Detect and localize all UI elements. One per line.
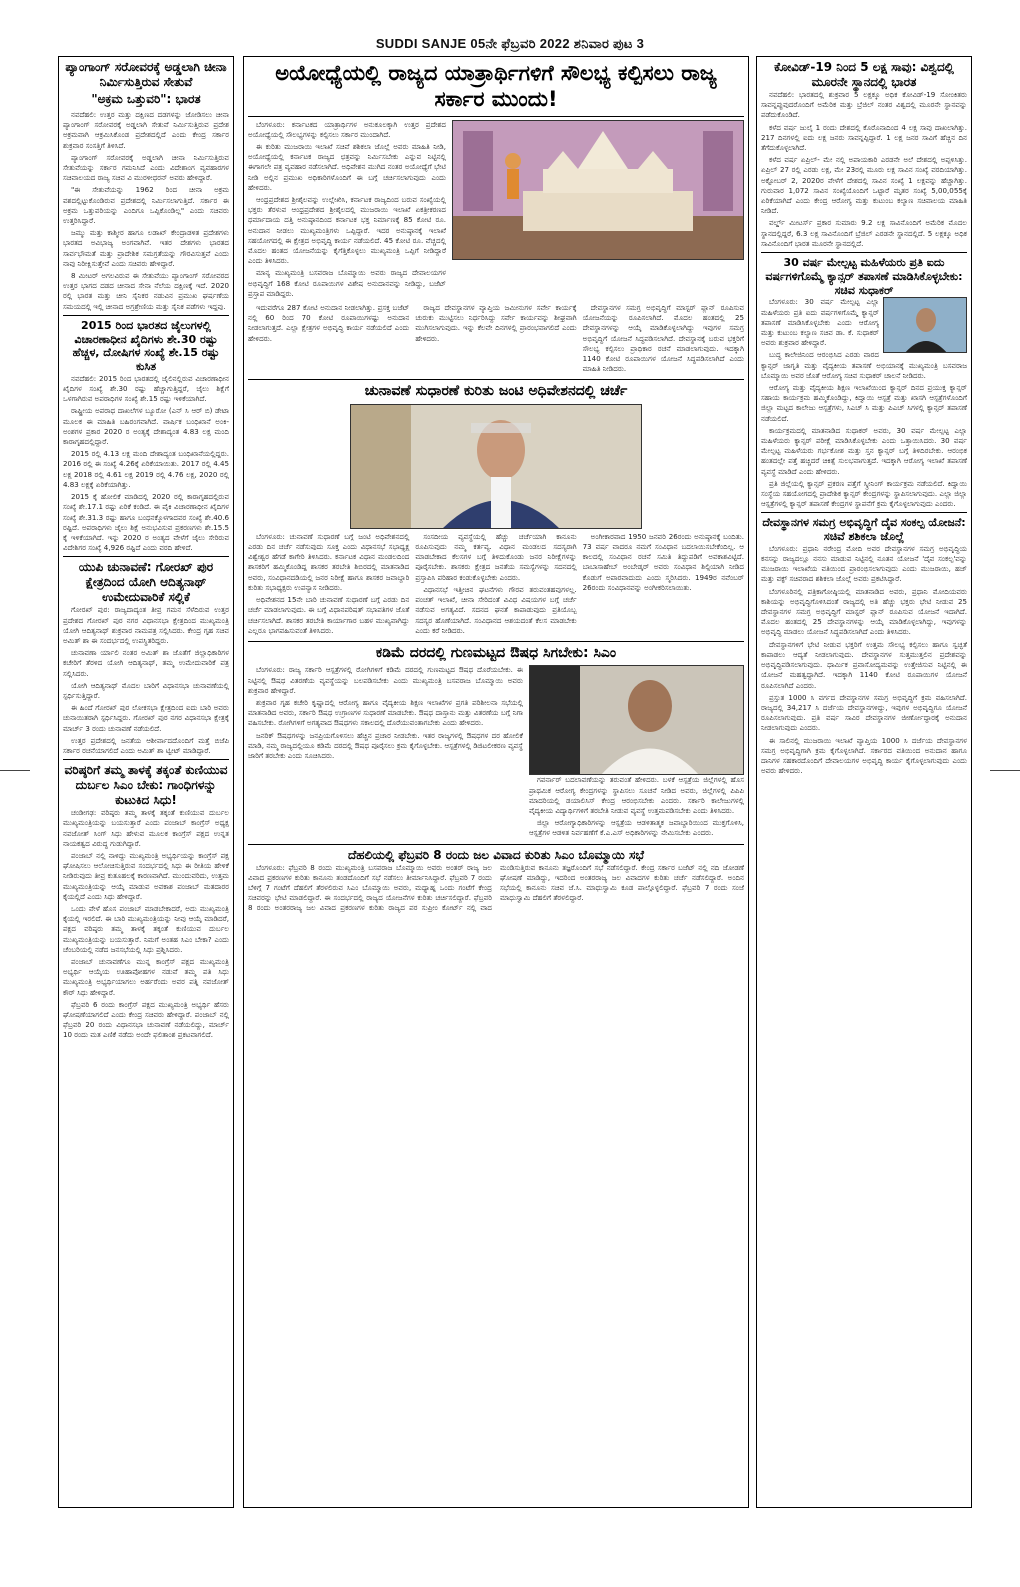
article-paragraph: ಜನರಿಕ್ ಔಷಧಗಳನ್ನು ಜನಪ್ರಿಯಗೊಳಿಸಲು ಹೆಚ್ಚಿನ ಪ್ರಚಾರ ನೀಡಬೇಕು. ಇತರ ರಾಜ್ಯಗಳಲ್ಲಿ ಔಷಧಗಳ ದರ ಹೋಲಿಕೆ ಮಾಡಿ, ನಮ್ಮ ರಾಜ್ಯದಲ್ಲಿಯೂ ಕಡಿಮೆ ದರದಲ್ಲಿ ಔಷಧ ಪೂರೈಸಲು ಕ್ರಮ ಕೈಗೊಳ್ಳಬೇಕು. ಆಸ್ಪತ್ರೆಗಳಲ್ಲಿ ಡಿಜಿಟಲೀಕರಣ ವ್ಯವಸ್ಥೆ ಜಾರಿಗೆ ತರಬೇಕು ಎಂದು ಸೂಚಿಸಿದರು. (248, 730, 523, 761)
chief-minister-illustration (530, 666, 744, 775)
fold-mark-right (990, 770, 1020, 771)
ram-temple-model-photo (452, 120, 744, 260)
temple-illustration (453, 121, 744, 260)
article-paragraph: ಈ ಕುರಿತು ಮುಜರಾಯಿ ಇಲಾಖೆ ಸಚಿವೆ ಶಶಿಕಲಾ ಜೊಲ್ಲೆ ಅವರು ಮಾಹಿತಿ ನೀಡಿ, ಅಯೋಧ್ಯೆಯಲ್ಲಿ ಕರ್ನಾಟಕ ರಾಜ್ಯದ ಛತ್ರವನ್ನು ನಿರ್ಮಿಸಬೇಕು ಎನ್ನುವ ನಿಟ್ಟಿನಲ್ಲಿ ಈಗಾಗಲೇ ಪತ್ರ ವ್ಯವಹಾರ ನಡೆಸಲಾಗಿದೆ. ಅಧಿವೇಶನ ಮುಗಿದ ನಂತರ ಅಯೋಧ್ಯೆಗೆ ಭೇಟಿ ನೀಡಿ ಅಲ್ಲಿನ ಪ್ರಮುಖ ಅಧಿಕಾರಿಗಳೊಂದಿಗೆ ಈ ಬಗ್ಗೆ ಚರ್ಚಿಸಲಾಗುವುದು ಎಂದು ಹೇಳಿದರು. (248, 141, 446, 192)
article-paragraph: ಬೆಂಗಳೂರು: ಫೆಬ್ರವರಿ 8 ರಂದು ಮುಖ್ಯಮಂತ್ರಿ ಬಸವರಾಜ ಬೊಮ್ಮಾಯಿ ಅವರು ಅಂತರ್ ರಾಜ್ಯ ಜಲ ವಿವಾದ ಪ್ರಕರಣಗಳ ಕುರಿತು ಕಾನೂನು ತಂಡದೊಂದಿಗೆ ಸಭೆ ನಡೆಸಲು ತೀರ್ಮಾನಿಸಿದ್ದಾರೆ. ಫೆಬ್ರವರಿ 7 ರಂದು ಬೆಳಿಗ್ಗೆ 7 ಗಂಟೆಗೆ ದೆಹಲಿಗೆ ತೆರಳಲಿರುವ ಸಿಎಂ ಬೊಮ್ಮಾಯಿ ಅವರು, ಮಧ್ಯಾಹ್ನ ಒಂದು ಗಂಟೆಗೆ ಕೇಂದ್ರ ಸಚಿವರನ್ನು ಭೇಟಿ ಮಾಡಲಿದ್ದಾರೆ. ಈ ಸಂದರ್ಭದಲ್ಲಿ ರಾಜ್ಯದ ಯೋಜನೆಗಳ ಕುರಿತು ಚರ್ಚಿಸಲಿದ್ದಾರೆ. ಫೆಬ್ರವರಿ 8 ರಂದು ಅಂತರರಾಜ್ಯ ಜಲ ವಿವಾದ ಪ್ರಕರಣಗಳ ಕುರಿತು ರಾಜ್ಯದ ಪರ ಸುಪ್ರೀಂ ಕೋರ್ಟ್ ನಲ್ಲಿ ವಾದ ಮಂಡಿಸುತ್ತಿರುವ ಕಾನೂನು ತಜ್ಞರೊಂದಿಗೆ ಸಭೆ ನಡೆಸಲಿದ್ದಾರೆ. ಕೇಂದ್ರ ಸರ್ಕಾರ ಬಜೆಟ್ ನಲ್ಲಿ ನದಿ ಜೋಡಣೆ ಘೋಷಣೆ ಮಾಡಿದ್ದು, ಇದರಿಂದ ಅಂತರರಾಜ್ಯ ಜಲ ವಿವಾದಗಳ ಕುರಿತು ಚರ್ಚೆ ನಡೆಸಲಿದ್ದಾರೆ. ಅಂದಿನ ಸಭೆಯಲ್ಲಿ ಕಾನೂನು ಸಚಿವ ಜೆ.ಸಿ. ಮಾಧುಸ್ವಾಮಿ ಕೂಡ ಪಾಲ್ಗೊಳ್ಳಲಿದ್ದಾರೆ. ಫೆಬ್ರವರಿ 7 ರಂದು ಸಂಜೆ ಮಾಧುಸ್ವಾಮಿ ದೆಹಲಿಗೆ ತೆರಳಲಿದ್ದಾರೆ. (248, 862, 744, 913)
article-paragraph: ಸಂಸದೀಯ ವ್ಯವಸ್ಥೆಯಲ್ಲಿ ಹೆಚ್ಚು ಚರ್ಚೆಯಾಗಿ ಕಾನೂನು ರೂಪಿಸುವುದು ನಮ್ಮ ಕರ್ತವ್ಯ. ವಿಧಾನ ಮಂಡಲದ ಸದಸ್ಯರಾಗಿ ಮಾಡಬೇಕಾದ ಕೆಲಸಗಳ ಬಗ್ಗೆ ತಿಳಿದುಕೊಂಡು ಜನರ ನಿರೀಕ್ಷೆಗಳನ್ನು ಪೂರೈಸಬೇಕು. ಶಾಸಕರು ಕ್ಷೇತ್ರದ ಜನತೆಯ ಸಮಸ್ಯೆಗಳನ್ನು ಸದನದಲ್ಲಿ ಪ್ರಸ್ತಾಪಿಸಿ ಪರಿಹಾರ ಕಂಡುಕೊಳ್ಳಬೇಕು ಎಂದರು. (415, 531, 577, 582)
minister-illustration (884, 298, 967, 353)
article-paragraph: ರಾಷ್ಟ್ರೀಯ ಅಪರಾಧ ದಾಖಲೆಗಳ ಬ್ಯೂರೋ (ಎನ್ ಸಿ ಆರ್ ಬಿ) ಡೇಟಾ ಮೂಲಕ ಈ ಮಾಹಿತಿ ಬಹಿರಂಗವಾಗಿದೆ. ವಾರ್ಷಿಕ ಬಂಧಿಖಾನೆ ಅಂಕಿ-ಅಂಶಗಳ ಪ್ರಕಾರ 2020 ರ ಅಂತ್ಯಕ್ಕೆ ದೇಶಾದ್ಯಂತ 4.83 ಲಕ್ಷ ಮಂದಿ ಕಾರಾಗೃಹದಲ್ಲಿದ್ದಾರೆ. (63, 406, 229, 447)
divider (248, 641, 744, 642)
headline-election-reform: ಚುನಾವಣೆ ಸುಧಾರಣೆ ಕುರಿತು ಜಂಟಿ ಅಧಿವೇಶನದಲ್ಲಿ ಚರ್ಚೆ (364, 383, 628, 400)
article-paragraph: ದೇವಸ್ಥಾನಗಳ ಸಮಗ್ರ ಅಭಿವೃದ್ಧಿಗೆ ಮಾಸ್ಟರ್ ಪ್ಲಾನ್ ರೂಪಿಸುವ ಯೋಜನೆಯನ್ನು ರೂಪಿಸಲಾಗಿದೆ. ಮೊದಲ ಹಂತದಲ್ಲಿ 25 ದೇವಸ್ಥಾನಗಳನ್ನು ಆಯ್ಕೆ ಮಾಡಿಕೊಳ್ಳಲಾಗಿದ್ದು ಇವುಗಳ ಸಮಗ್ರ ಅಭಿವೃದ್ಧಿಗೆ ಯೋಜನೆ ಸಿದ್ಧಪಡಿಸಲಾಗಿದೆ. ದೇವಸ್ಥಾನಕ್ಕೆ ಬರುವ ಭಕ್ತರಿಗೆ ಸೌಲಭ್ಯ ಕಲ್ಪಿಸಲು ಪ್ರಾಧಿಕಾರ ರಚನೆ ಮಾಡಲಾಗುವುದು. ಇದಕ್ಕಾಗಿ 1140 ಕೋಟಿ ರೂಪಾಯಿಗಳ ಯೋಜನೆ ಸಿದ್ಧಪಡಿಸಲಾಗಿದೆ ಎಂದು ಮಾಹಿತಿ ನೀಡಿದರು. (582, 302, 744, 374)
article-paragraph: ಯೋಗಿ ಆದಿತ್ಯನಾಥ್ ಮೊದಲ ಬಾರಿಗೆ ವಿಧಾನಸಭಾ ಚುನಾವಣೆಯಲ್ಲಿ ಸ್ಪರ್ಧಿಸುತ್ತಿದ್ದಾರೆ. (63, 680, 229, 700)
article-paragraph: ಜಮ್ಮು ಮತ್ತು ಕಾಶ್ಮೀರ ಹಾಗೂ ಲಡಾಖ್ ಕೇಂದ್ರಾಡಳಿತ ಪ್ರದೇಶಗಳು ಭಾರತದ ಅವಿಭಾಜ್ಯ ಅಂಗವಾಗಿವೆ. ಇತರ ದೇಶಗಳು ಭಾರತದ ಸಾರ್ವಭೌಮತೆ ಮತ್ತು ಪ್ರಾದೇಶಿಕ ಸಮಗ್ರತೆಯನ್ನು ಗೌರವಿಸುತ್ತವೆ ಎಂದು ನಾವು ನಿರೀಕ್ಷಿಸುತ್ತೇವೆ ಎಂದು ಸಚಿವರು ಹೇಳಿದ್ದಾರೆ. (63, 228, 229, 268)
article-paragraph: ಉತ್ತರ ಪ್ರದೇಶದಲ್ಲಿ ಜನತೆಯ ಆಶೀರ್ವಾದದೊಂದಿಗೆ ಮತ್ತೆ ಬಿಜೆಪಿ ಸರ್ಕಾರ ರಚನೆಯಾಗಲಿದೆ ಎಂದು ಅಮಿತ್ ಶಾ ಟ್ವೀಟ್ ಮಾಡಿದ್ದಾರೆ. (63, 735, 229, 755)
article-paragraph: ಗೋರಖ್ ಪುರ: ರಾಜ್ಯದಾದ್ಯಂತ ತೀವ್ರ ಗಮನ ಸೆಳೆದಿರುವ ಉತ್ತರ ಪ್ರದೇಶದ ಗೋರಖ್ ಪುರ ನಗರ ವಿಧಾನಸಭಾ ಕ್ಷೇತ್ರದಿಂದ ಮುಖ್ಯಮಂತ್ರಿ ಯೋಗಿ ಆದಿತ್ಯನಾಥ್ ಶುಕ್ರವಾರ ನಾಮಪತ್ರ ಸಲ್ಲಿಸಿದರು. ಕೇಂದ್ರ ಗೃಹ ಸಚಿವ ಅಮಿತ್ ಶಾ ಈ ಸಂದರ್ಭದಲ್ಲಿ ಉಪಸ್ಥಿತರಿದ್ದರು. (63, 605, 229, 645)
middle-column (243, 56, 749, 1508)
article-paragraph: ಬೆಂಗಳೂರು: ಕರ್ನಾಟಕದ ಯಾತ್ರಾರ್ಥಿಗಳ ಅನುಕೂಲಕ್ಕಾಗಿ ಉತ್ತರ ಪ್ರದೇಶದ ಅಯೋಧ್ಯೆಯಲ್ಲಿ ಸೌಲಭ್ಯಗಳನ್ನು ಕಲ್ಪಿಸಲು ಸರ್ಕಾರ ಮುಂದಾಗಿದೆ. (248, 119, 446, 139)
headline-water-dispute: ದೆಹಲಿಯಲ್ಲಿ ಫೆಬ್ರವರಿ 8 ರಂದು ಜಲ ವಿವಾದ ಕುರಿತು ಸಿಎಂ ಬೊಮ್ಮಾಯಿ ಸಭೆ (347, 847, 645, 862)
article-paragraph: ಒಂದು ವೇಳೆ ಹೊಸ ಪಂಜಾಬ್ ಮಾಡಬೇಕಾದರೆ, ಅದು ಮುಖ್ಯಮಂತ್ರಿ ಕೈಯಲ್ಲಿ ಇರಲಿದೆ. ಈ ಬಾರಿ ಮುಖ್ಯಮಂತ್ರಿಯನ್ನು ನೀವು ಆಯ್ಕೆ ಮಾಡಿದರೆ, ಪಕ್ಷದ ವರಿಷ್ಠರು ತಮ್ಮ ತಾಳಕ್ಕೆ ತಕ್ಕಂತೆ ಕುಣಿಯುವ ದುರ್ಬಲ ಮುಖ್ಯಮಂತ್ರಿಯನ್ನು ಬಯಸುತ್ತಾರೆ. ನಿಮಗೆ ಅಂತಹ ಸಿಎಂ ಬೇಕಾ? ಎಂದು ಚೆಂಬರಿಯಲ್ಲಿ ನಡೆದ ಜನಸಭೆಯಲ್ಲಿ ಸಿಧು ಪ್ರಶ್ನಿಸಿದರು. (63, 903, 229, 954)
article-paragraph: ವರ್ಲ್ಡ್ ಮೀಟರ್ಸ್ ಪ್ರಕಾರ ಸುಮಾರು 9.2 ಲಕ್ಷ ಸಾವಿನೊಂದಿಗೆ ಅಮೆರಿಕ ಮೊದಲ ಸ್ಥಾನದಲ್ಲಿದ್ದರೆ, 6.3 ಲಕ್ಷ ಸಾವಿನೊಂದಿಗೆ ಬ್ರೆಜಿಲ್ ಎರಡನೇ ಸ್ಥಾನದಲ್ಲಿದೆ. 5 ಲಕ್ಷಕ್ಕೂ ಅಧಿಕ ಸಾವಿನೊಂದಿಗೆ ಭಾರತ ಮೂರನೇ ಸ್ಥಾನದಲ್ಲಿದೆ. (761, 218, 967, 248)
divider (761, 512, 967, 513)
headline-temples: ದೇವಸ್ಥಾನಗಳ ಸಮಗ್ರ ಅಭಿವೃದ್ಧಿಗೆ ದೈವ ಸಂಕಲ್ಪ ಯೋಜನೆ: ಸಚಿವೆ ಶಶಿಕಲಾ ಜೊಲ್ಲೆ (762, 516, 966, 544)
article-paragraph: 2015 ಕ್ಕೆ ಹೋಲಿಕೆ ಮಾಡಿದಲ್ಲಿ 2020 ರಲ್ಲಿ ಕಾರಾಗೃಹದಲ್ಲಿರುವ ಸಂಖ್ಯೆ ಶೇ.17.1 ರಷ್ಟು ಏರಿಕೆ ಕಂಡಿದೆ. ಈ ಪೈಕಿ ವಿಚಾರಣಾಧೀನ ಖೈದಿಗಳ ಸಂಖ್ಯೆ ಶೇ.31.3 ರಷ್ಟು ಹಾಗೂ ಬಂಧನಕ್ಕೊಳಗಾದವರ ಸಂಖ್ಯೆ ಶೇ.40.6 ರಷ್ಟಿದೆ. ಅಪರಾಧಿಗಳು ಜೈಲು ಶಿಕ್ಷೆ ಅನುಭವಿಸುವ ಪ್ರಕರಣಗಳು ಶೇ.15.5 ಕ್ಕೆ ಇಳಿಕೆಯಾಗಿದೆ. ಇನ್ನು 2020 ರ ಅಂತ್ಯದ ವೇಳೆಗೆ ಜೈಲು ಸೇರಿರುವ ವಿದೇಶಿಗರ ಸಂಖ್ಯೆ 4,926 ರಷ್ಟಿದೆ ಎಂದು ವರದಿ ಹೇಳಿದೆ. (63, 492, 229, 553)
article-paragraph: ಜಿಲ್ಲಾ ಆರೋಗ್ಯಾಧಿಕಾರಿಗಳನ್ನು ಆಸ್ಪತ್ರೆಯ ಆಡಳಿತಾತ್ಮಕ ಜವಾಬ್ದಾರಿಯಿಂದ ಮುಕ್ತಗೊಳಿಸಿ, ಆಸ್ಪತ್ರೆಗಳ ಆಡಳಿತ ನಿರ್ವಹಣೆಗೆ ಕೆ.ಎ.ಎಸ್ ಅಧಿಕಾರಿಗಳನ್ನು ನೇಮಿಸಬೇಕು ಎಂದರು. (529, 818, 744, 838)
lead-headline: ಅಯೋಧ್ಯೆಯಲ್ಲಿ ರಾಜ್ಯದ ಯಾತ್ರಾರ್ಥಿಗಳಿಗೆ ಸೌಲಭ್ಯ ಕಲ್ಪಿಸಲು ರಾಜ್ಯ ಸರ್ಕಾರ ಮುಂದು! (275, 61, 717, 112)
article-paragraph: 8 ಮೀಟರ್ ಅಗಲವಿರುವ ಈ ಸೇತುವೆಯು ಪ್ಯಾಂಗಾಂಗ್ ಸರೋವರದ ಉತ್ತರ ಭಾಗದ ದಡದ ಚೀನಾದ ಸೇನಾ ನೆಲೆಯ ದಕ್ಷಿಣಕ್ಕೆ ಇದೆ. 2020 ರಲ್ಲಿ ಭಾರತ ಮತ್ತು ಚೀನಿ ಸೈನಿಕರ ನಡುವಿನ ಪ್ರಮುಖ ಘರ್ಷಣೆಯ ಸಮಯದಲ್ಲಿ ಇಲ್ಲಿ ಚೀನಾದ ಅಗ್ರಶ್ರೇಣಿಯ ಮತ್ತು ಸೈನಿಕ ಪಡೆಗಳು ಇದ್ದವು. (63, 271, 229, 311)
article-paragraph: ಆಂಧ್ರಪ್ರದೇಶದ ಶ್ರೀಶೈಲವನ್ನು ಉಲ್ಲೇಖಿಸಿ, ಕರ್ನಾಟಕ ರಾಜ್ಯದಿಂದ ಬರುವ ಸಂಖ್ಯೆಯಲ್ಲಿ ಭಕ್ತರು ತೆರಳುವ ಆಂಧ್ರಪ್ರದೇಶದ ಶ್ರೀಶೈಲದಲ್ಲಿ ಮುಜರಾಯಿ ಇಲಾಖೆ ಏಕತ್ರೀಕರಣದ ಧರ್ಮಾದಾಯ ದತ್ತಿ ಅನುಷ್ಠಾನದಿಂದ ಕರ್ನಾಟಕ ಭಕ್ತ ನಿರ್ಮಾಣಕ್ಕೆ 85 ಕೋಟಿ ರೂ. ಅನುದಾನ ನೀಡಲು ಮುಖ್ಯಮಂತ್ರಿಗಳು ಒಪ್ಪಿದ್ದಾರೆ. ಇದರ ಅನುಷ್ಠಾನಕ್ಕೆ ಇಲಾಖೆ ಸಹಯೋಗದಲ್ಲಿ ಈ ಕ್ಷೇತ್ರದ ಅಭಿವೃದ್ಧಿ ಕಾರ್ಯ ನಡೆಯಲಿದೆ. 45 ಕೋಟಿ ರೂ. ವೆಚ್ಚದಲ್ಲಿ ಮೊದಲ ಹಂತದ ಯೋಜನೆಯನ್ನು ಕೈಗೆತ್ತಿಕೊಳ್ಳಲು ಮುಖ್ಯಮಂತ್ರಿ ಒಪ್ಪಿಗೆ ನೀಡಿದ್ದಾರೆ ಎಂದು ತಿಳಿಸಿದರು. (248, 194, 446, 266)
divider (248, 379, 744, 380)
article-paragraph: ಪ್ರತಿ ಜಿಲ್ಲೆಯಲ್ಲಿ ಕ್ಯಾನ್ಸರ್ ಪ್ರಕರಣ ಪತ್ತೆಗೆ ಸ್ಕ್ರೀನಿಂಗ್ ಕಾರ್ಯಕ್ರಮ ನಡೆಯಲಿದೆ. ಕಿದ್ವಾಯಿ ಸಂಸ್ಥೆಯ ಸಹಯೋಗದಲ್ಲಿ ಪ್ರಾದೇಶಿಕ ಕ್ಯಾನ್ಸರ್ ಕೇಂದ್ರಗಳನ್ನು ಸ್ಥಾಪಿಸಲಾಗುವುದು. ಎಲ್ಲಾ ಜಿಲ್ಲಾ ಆಸ್ಪತ್ರೆಗಳಲ್ಲಿ ಕ್ಯಾನ್ಸರ್ ತಪಾಸಣೆ ಕೇಂದ್ರಗಳ ಸ್ಥಾಪನೆಗೆ ಕ್ರಮ ಕೈಗೊಳ್ಳಲಾಗುವುದು ಎಂದರು. (761, 478, 967, 509)
headline-yogi: ಯುಪಿ ಚುನಾವಣೆ: ಗೋರಖ್ ಪುರ ಕ್ಷೇತ್ರದಿಂದ ಯೋಗಿ ಆದಿತ್ಯನಾಥ್ ಉಮೇದುವಾರಿಕೆ ಸಲ್ಲಿಕೆ (78, 560, 214, 605)
right-column (756, 56, 972, 1508)
article-paragraph: ನವದೆಹಲಿ: 2015 ರಿಂದ ಭಾರತದಲ್ಲಿ ಜೈಲಿನಲ್ಲಿರುವ ವಿಚಾರಣಾಧೀನ ಖೈದಿಗಳ ಸಂಖ್ಯೆ ಶೇ.30 ರಷ್ಟು ಹೆಚ್ಚಾಗುತ್ತಿದ್ದರೆ, ಜೈಲು ಶಿಕ್ಷೆಗೆ ಒಳಗಾಗಿರುವ ಅಪರಾಧಿಗಳ ಸಂಖ್ಯೆ ಶೇ.15 ರಷ್ಟು ಇಳಿಕೆಯಾಗಿದೆ. (63, 373, 229, 404)
divider (761, 252, 967, 253)
article-paragraph: ಪಂಜಾಬ್ ನಲ್ಲಿ ನಾಳಿದ್ದು ಮುಖ್ಯಮಂತ್ರಿ ಅಭ್ಯರ್ಥಿಯನ್ನು ಕಾಂಗ್ರೆಸ್ ಪಕ್ಷ ಘೋಷಿಸಲು ಆಲೋಚಿಸುತ್ತಿರುವ ಸಂದರ್ಭದಲ್ಲಿ ಸಿಧು ಈ ರೀತಿಯ ಹೇಳಿಕೆ ನೀಡಿರುವುದು ತೀವ್ರ ಕುತೂಹಲಕ್ಕೆ ಕಾರಣವಾಗಿದೆ. ಮುಂದುವರಿದು, ಉತ್ತಮ ಮುಖ್ಯಮಂತ್ರಿಯನ್ನು ಆಯ್ಕೆ ಮಾಡುವ ಅವಕಾಶ ಪಂಜಾಬ್ ಮತದಾರರ ಕೈಯಲ್ಲಿದೆ ಎಂದು ಸಿಧು ಹೇಳಿದ್ದಾರೆ. (63, 850, 229, 901)
article-paragraph: ಚಂಡೀಗಢ: ವರಿಷ್ಠರು ತಮ್ಮ ತಾಳಕ್ಕೆ ತಕ್ಕಂತೆ ಕುಣಿಯುವ ದುರ್ಬಲ ಮುಖ್ಯಮಂತ್ರಿಯನ್ನು ಬಯಸುತ್ತಾರೆ ಎಂದು ಪಂಜಾಬ್ ಕಾಂಗ್ರೆಸ್ ಅಧ್ಯಕ್ಷ ನವಜೋತ್ ಸಿಂಗ್ ಸಿಧು ಹೇಳುವ ಮೂಲಕ ಕಾಂಗ್ರೆಸ್ ಪಕ್ಷದ ಉನ್ನತ ನಾಯಕತ್ವದ ವಿರುದ್ಧ ಗುಡುಗಿದ್ದಾರೆ. (63, 808, 229, 848)
article-paragraph: ಕಳೆದ ವರ್ಷ ಏಪ್ರಿಲ್- ಮೇ ನಲ್ಲಿ ಅಪಾಯಕಾರಿ ಎರಡನೇ ಅಲೆ ದೇಶದಲ್ಲಿ ಅಪ್ಪಳಿಸಿತ್ತು. ಏಪ್ರಿಲ್ 27 ರಲ್ಲಿ ಎರಡು ಲಕ್ಷ, ಮೇ 23ರಲ್ಲಿ ಮೂರು ಲಕ್ಷ ಸಾವಿನ ಸಂಖ್ಯೆ ವರದಿಯಾಗಿತ್ತು. ಅಕ್ಟೋಬರ್ 2, 2020ರ ವೇಳೆಗೆ ದೇಶದಲ್ಲಿ ಸಾವಿನ ಸಂಖ್ಯೆ 1 ಲಕ್ಷವನ್ನು ಹೆಚ್ಚಾಗಿತ್ತು. ಗುರುವಾರ 1,072 ಸಾವಿನ ಸಂಖ್ಯೆಯೊಂದಿಗೆ ಒಟ್ಟಾರೆ ಮೃತರ ಸಂಖ್ಯೆ 5,00,055ಕ್ಕೆ ಏರಿಕೆಯಾಗಿದೆ ಎಂದು ಕೇಂದ್ರ ಆರೋಗ್ಯ ಮತ್ತು ಕುಟುಂಬ ಕಲ್ಯಾಣ ಸಚಿವಾಲಯ ಮಾಹಿತಿ ನೀಡಿದೆ. (761, 155, 967, 216)
headline-covid: ಕೋವಿಡ್-19 ನಿಂದ 5 ಲಕ್ಷ ಸಾವು: ವಿಶ್ವದಲ್ಲಿ ಮೂರನೇ ಸ್ಥಾನದಲ್ಲಿ ಭಾರತ (774, 60, 954, 89)
chief-minister-photo (529, 665, 744, 775)
speaker-illustration (351, 405, 642, 529)
article-paragraph: ಫೆಬ್ರವರಿ 6 ರಂದು ಕಾಂಗ್ರೆಸ್ ಪಕ್ಷದ ಮುಖ್ಯಮಂತ್ರಿ ಅಭ್ಯರ್ಥಿ ಹೆಸರು ಘೋಷಣೆಯಾಗಲಿದೆ ಎಂದು ಕೇಂದ್ರ ಸಚಿವರು ಹೇಳಿದ್ದಾರೆ. ಪಂಜಾಬ್ ನಲ್ಲಿ ಫೆಬ್ರವರಿ 20 ರಂದು ವಿಧಾನಸಭಾ ಚುನಾವಣೆ ನಡೆಯಲಿದ್ದು, ಮಾರ್ಚ್ 10 ರಂದು ಮತ ಎಣಿಕೆ ನಡೆದು ಅಂದೇ ಫಲಿತಾಂಶ ಪ್ರಕಟವಾಗಲಿದೆ. (63, 999, 229, 1040)
article-paragraph: ಪ್ರಸ್ತುತ 1000 ಸಿ ವರ್ಗದ ದೇವಸ್ಥಾನಗಳ ಸಮಗ್ರ ಅಭಿವೃದ್ಧಿಗೆ ಕ್ರಮ ವಹಿಸಲಾಗಿದೆ. ರಾಜ್ಯದಲ್ಲಿ 34,217 ಸಿ ದರ್ಜೆಯ ದೇವಸ್ಥಾನಗಳಿದ್ದು, ಇವುಗಳ ಅಭಿವೃದ್ಧಿಗೂ ಯೋಜನೆ ರೂಪಿಸಲಾಗುವುದು. ಪ್ರತಿ ವರ್ಷ ಸಾವಿರ ದೇವಸ್ಥಾನಗಳ ಜೀರ್ಣೋದ್ಧಾರಕ್ಕೆ ಅನುದಾನ ನೀಡಲಾಗುವುದು ಎಂದರು. (761, 692, 967, 733)
article-paragraph: ಬೆಂಗಳೂರು: ಚುನಾವಣೆ ಸುಧಾರಣೆ ಬಗ್ಗೆ ಜಂಟಿ ಅಧಿವೇಶನದಲ್ಲಿ ಎರಡು ದಿನ ಚರ್ಚೆ ನಡೆಸುವುದು ಸೂಕ್ತ ಎಂದು ವಿಧಾನಸಭೆ ಸಭಾಧ್ಯಕ್ಷ ವಿಶ್ವೇಶ್ವರ ಹೆಗಡೆ ಕಾಗೇರಿ ತಿಳಿಸಿದರು. ಕರ್ನಾಟಕ ವಿಧಾನ ಮಂಡಲದಿಂದ ಶಾಸಕರಿಗೆ ಹಮ್ಮಿಕೊಂಡಿದ್ದ ಶಾಸಕರ ತರಬೇತಿ ಶಿಬಿರದಲ್ಲಿ ಮಾತನಾಡಿದ ಅವರು, ಸಂವಿಧಾನದಡಿಯಲ್ಲಿ ಜನರ ನಿರೀಕ್ಷೆ ಹಾಗೂ ಶಾಸಕರ ಜವಾಬ್ದಾರಿ ಕುರಿತು ಸಭಾಧ್ಯಕ್ಷರು ಉಪನ್ಯಾಸ ನೀಡಿದರು. (248, 531, 410, 592)
headline-pangong: ಪ್ಯಾಂಗಾಂಗ್ ಸರೋವರಕ್ಕೆ ಅಡ್ಡಲಾಗಿ ಚೀನಾ ನಿರ್ಮಿಸುತ್ತಿರುವ ಸೇತುವೆ (65, 60, 227, 89)
article-paragraph: ಮಾನ್ಯ ಮುಖ್ಯಮಂತ್ರಿ ಬಸವರಾಜ ಬೊಮ್ಮಾಯಿ ಅವರು ರಾಜ್ಯದ ದೇವಾಲಯಗಳ ಅಭಿವೃದ್ಧಿಗೆ 168 ಕೋಟಿ ರೂಪಾಯಿಗಳ ವಿಶೇಷ ಅನುದಾನವನ್ನು ನೀಡಿದ್ದು, ಬಜೆಟ್ ಪ್ರಸ್ತಾಪ ಮಾಡಿದ್ದರು. (248, 268, 446, 298)
minister-photo (883, 297, 967, 353)
article-paragraph: ನವದೆಹಲಿ: ಉತ್ತರ ಮತ್ತು ದಕ್ಷಿಣದ ದಡಗಳನ್ನು ಜೋಡಿಸಲು ಚೀನಾ ಪ್ಯಾಂಗಾಂಗ್ ಸರೋವರಕ್ಕೆ ಅಡ್ಡಲಾಗಿ ಸೇತುವೆ ನಿರ್ಮಿಸುತ್ತಿರುವ ಪ್ರದೇಶ ಅಕ್ರಮವಾಗಿ ಆಕ್ರಮಿಸಿಕೊಂಡ ಪ್ರದೇಶದಲ್ಲಿದೆ ಎಂದು ಕೇಂದ್ರ ಸರ್ಕಾರ ಶುಕ್ರವಾರ ಸಂಸತ್ತಿಗೆ ತಿಳಿಸಿದೆ. (63, 110, 229, 150)
masthead: SUDDI SANJE 05ನೇ ಫೆಬ್ರವರಿ 2022 ಶನಿವಾರ ಪುಟ 3 (375, 36, 645, 51)
article-paragraph: ಶುಕ್ರವಾರ ಗೃಹ ಕಚೇರಿ ಕೃಷ್ಣಾದಲ್ಲಿ ಆರೋಗ್ಯ ಹಾಗೂ ವೈದ್ಯಕೀಯ ಶಿಕ್ಷಣ ಇಲಾಖೆಗಳ ಪ್ರಗತಿ ಪರಿಶೀಲನಾ ಸಭೆಯಲ್ಲಿ ಮಾತನಾಡಿದ ಅವರು, ಸರ್ಕಾರಿ ಔಷಧ ಉಗ್ರಾಣಗಳ ಸುಧಾರಣೆ ಮಾಡಬೇಕು. ಔಷಧ ದಾಸ್ತಾನು ಮತ್ತು ವಿತರಣೆಯ ಬಗ್ಗೆ ನಿಗಾ ವಹಿಸಬೇಕು. ರೋಗಿಗಳಿಗೆ ಅಗತ್ಯವಾದ ಔಷಧಗಳು ಸಕಾಲದಲ್ಲಿ ದೊರೆಯುವಂತಾಗಬೇಕು ಎಂದು ಹೇಳಿದರು. (248, 698, 523, 728)
article-paragraph: ಬೆಂಗಳೂರು: ರಾಜ್ಯ ಸರ್ಕಾರಿ ಆಸ್ಪತ್ರೆಗಳಲ್ಲಿ ರೋಗಿಗಳಿಗೆ ಕಡಿಮೆ ದರದಲ್ಲಿ ಗುಣಮಟ್ಟದ ಔಷಧ ದೊರೆಯಬೇಕು. ಈ ನಿಟ್ಟಿನಲ್ಲಿ ಔಷಧ ವಿತರಣೆಯ ವ್ಯವಸ್ಥೆಯನ್ನು ಬಲಪಡಿಸಬೇಕು ಎಂದು ಮುಖ್ಯಮಂತ್ರಿ ಬಸವರಾಜ ಬೊಮ್ಮಾಯಿ ಅವರು ಶುಕ್ರವಾರ ಹೇಳಿದ್ದಾರೆ. (248, 665, 523, 695)
article-paragraph: ವಿಧಾನಸಭೆ ಇತ್ತೀಚಿನ ಘಟನೆಗಳು ಗೌರವ ತರುವಂತಹವುಗಳಲ್ಲ. ಪಂಚತ್ ಇಲಾಖೆ, ಚೀನಾ ಸೇರಿದಂತೆ ವಿವಿಧ ವಿಷಯಗಳ ಬಗ್ಗೆ ಚರ್ಚೆ ನಡೆಸುವ ಅಗತ್ಯವಿದೆ. ಸದನದ ಘನತೆ ಕಾಪಾಡುವುದು ಪ್ರತಿಯೊಬ್ಬ ಸದಸ್ಯರ ಹೊಣೆಯಾಗಿದೆ. ಸಂವಿಧಾನದ ಆಶಯದಂತೆ ಕೆಲಸ ಮಾಡಬೇಕು ಎಂದು ಕರೆ ನೀಡಿದರು. (415, 584, 577, 635)
article-paragraph: ರಾಜ್ಯದ ದೇವಸ್ಥಾನಗಳ ವ್ಯಾಪ್ತಿಯ ಜಮೀನುಗಳ ಸರ್ವೇ ಕಾರ್ಯಕ್ಕೆ ಚುರುಕು ಮುಟ್ಟಿಸಲು ನಿರ್ಧರಿಸಿದ್ದು ಸರ್ವೇ ಕಾರ್ಯವನ್ನು ಶೀಘ್ರವಾಗಿ ಮುಗಿಸಲಾಗುವುದು. ಇನ್ನು ಕೆಲವೇ ದಿನಗಳಲ್ಲಿ ಪ್ರಾರಂಭವಾಗಲಿದೆ ಎಂದು ಹೇಳಿದರು. (415, 302, 577, 343)
article-paragraph: ಇದುವರೆಗೂ 287 ಕೋಟಿ ಅನುದಾನ ನೀಡಲಾಗಿತ್ತು. ಪ್ರಸಕ್ತ ಬಜೆಟ್ ನಲ್ಲಿ 60 ರಿಂದ 70 ಕೋಟಿ ರೂಪಾಯಿಗಳಷ್ಟು ಅನುದಾನ ನೀಡಲಾಗುತ್ತದೆ. ಎಲ್ಲಾ ಕ್ಷೇತ್ರಗಳ ಅಭಿವೃದ್ಧಿ ಕಾರ್ಯ ನಡೆಯಲಿದೆ ಎಂದು ಹೇಳಿದರು. (248, 302, 410, 343)
article-paragraph: 2015 ರಲ್ಲಿ 4.13 ಲಕ್ಷ ಮಂದಿ ದೇಶಾದ್ಯಂತ ಬಂಧಿಖಾನೆಯಲ್ಲಿದ್ದರು. 2016 ರಲ್ಲಿ ಈ ಸಂಖ್ಯೆ 4.26ಕ್ಕೆ ಏರಿಕೆಯಾಯಿತು. 2017 ರಲ್ಲಿ 4.45 ಲಕ್ಷ 2018 ರಲ್ಲಿ 4.61 ಲಕ್ಷ 2019 ರಲ್ಲಿ 4.76 ಲಕ್ಷ, 2020 ರಲ್ಲಿ 4.83 ಲಕ್ಷಕ್ಕೆ ಏರಿಕೆಯಾಗಿತ್ತು. (63, 449, 229, 489)
article-paragraph: ಕಾರ್ಯಕ್ರಮದಲ್ಲಿ ಮಾತನಾಡಿದ ಸುಧಾಕರ್ ಅವರು, 30 ವರ್ಷ ಮೇಲ್ಪಟ್ಟ ಎಲ್ಲಾ ಮಹಿಳೆಯರು ಕ್ಯಾನ್ಸರ್ ಪರೀಕ್ಷೆ ಮಾಡಿಸಿಕೊಳ್ಳಬೇಕು ಎಂದು ಒತ್ತಾಯಿಸಿದರು. 30 ವರ್ಷ ಮೇಲ್ಪಟ್ಟ ಮಹಿಳೆಯರು ಗರ್ಭಕೋಶ ಮತ್ತು ಸ್ತನ ಕ್ಯಾನ್ಸರ್ ಬಗ್ಗೆ ತಿಳಿದಿರಬೇಕು. ಆರಂಭಿಕ ಹಂತದಲ್ಲೇ ಪತ್ತೆ ಹಚ್ಚಿದರೆ ಚಿಕಿತ್ಸೆ ಸುಲಭವಾಗುತ್ತದೆ. ಇದಕ್ಕಾಗಿ ಆರೋಗ್ಯ ಇಲಾಖೆ ತಪಾಸಣೆ ವ್ಯವಸ್ಥೆ ಮಾಡಿದೆ ಎಂದು ಹೇಳಿದರು. (761, 425, 967, 476)
headline-sidhu: ವರಿಷ್ಠರಿಗೆ ತಮ್ಮ ತಾಳಕ್ಕೆ ತಕ್ಕಂತೆ ಕುಣಿಯುವ ದುರ್ಬಲ ಸಿಎಂ ಬೇಕು: ಗಾಂಧಿಗಳನ್ನು ಕುಟುಕಿದ ಸಿಧು! (64, 763, 228, 808)
headline-medicine: ಕಡಿಮೆ ದರದಲ್ಲಿ ಗುಣಮಟ್ಟದ ಔಷಧ ಸಿಗಬೇಕು: ಸಿಎಂ (375, 644, 617, 661)
article-paragraph: ಈ ಸಾಲಿನಲ್ಲಿ ಮುಜರಾಯಿ ಇಲಾಖೆ ವ್ಯಾಪ್ತಿಯ 1000 ಸಿ ದರ್ಜೆಯ ದೇವಸ್ಥಾನಗಳ ಸಮಗ್ರ ಅಭಿವೃದ್ಧಿಗಾಗಿ ಕ್ರಮ ಕೈಗೊಳ್ಳಲಾಗಿದೆ. ಸರ್ಕಾರದ ವತಿಯಿಂದ ಅನುದಾನ ಹಾಗೂ ದಾನಿಗಳ ಸಹಕಾರದೊಂದಿಗೆ ದೇವಾಲಯಗಳ ಅಭಿವೃದ್ಧಿ ಕಾರ್ಯ ಕೈಗೊಳ್ಳಲಾಗುವುದು ಎಂದು ಅವರು ಹೇಳಿದರು. (761, 735, 967, 776)
article-paragraph: ದೇವಸ್ಥಾನಗಳಿಗೆ ಭೇಟಿ ನೀಡುವ ಭಕ್ತರಿಗೆ ಉತ್ತಮ ಸೌಲಭ್ಯ ಕಲ್ಪಿಸಲು ಹಾಗೂ ಸ್ವಚ್ಛತೆ ಕಾಪಾಡಲು ಆದ್ಯತೆ ನೀಡಲಾಗುವುದು. ದೇವಸ್ಥಾನಗಳ ಸುತ್ತಮುತ್ತಲಿನ ಪ್ರದೇಶವನ್ನು ಅಭಿವೃದ್ಧಿಪಡಿಸಲಾಗುವುದು. ಧಾರ್ಮಿಕ ಪ್ರವಾಸೋದ್ಯಮವನ್ನು ಉತ್ತೇಜಿಸುವ ನಿಟ್ಟಿನಲ್ಲಿ ಈ ಯೋಜನೆ ಮಹತ್ವದ್ದಾಗಿದೆ. ಇದಕ್ಕಾಗಿ 1140 ಕೋಟಿ ರೂಪಾಯಿಗಳ ಯೋಜನೆ ರೂಪಿಸಲಾಗಿದೆ ಎಂದರು. (761, 639, 967, 690)
divider (248, 844, 744, 845)
lead-story (248, 120, 744, 377)
article-paragraph: ಕಳೆದ ವರ್ಷ ಜುಲೈ 1 ರಂದು ದೇಶದಲ್ಲಿ ಕೊರೊನಾದಿಂದ 4 ಲಕ್ಷ ಸಾವು ದಾಖಲಾಗಿತ್ತು. 217 ದಿನಗಳಲ್ಲಿ ಐದು ಲಕ್ಷ ಜನರು ಸಾವನ್ನಪ್ಪಿದ್ದಾರೆ. 1 ಲಕ್ಷ ಜನರ ಸಾವಿಗೆ ಹೆಚ್ಚಿನ ದಿನ ತೆಗೆದುಕೊಳ್ಳಲಾಗಿದೆ. (761, 122, 967, 153)
divider (63, 556, 229, 557)
article-paragraph: ಗವರ್ನಾರ್ ಬದಲಾವಣೆಯನ್ನು ತರುವಂತೆ ಹೇಳಿದರು. ಬಳಕೆ ಆಸ್ಪತ್ರೆಯ ಜಿಲ್ಲೆಗಳಲ್ಲಿ ಹೊಸ ಪ್ರಾಥಮಿಕ ಆರೋಗ್ಯ ಕೇಂದ್ರಗಳನ್ನು ಸ್ಥಾಪಿಸಲು ಸೂಚನೆ ನೀಡಿದ ಅವರು, ಜಿಲ್ಲೆಗಳಲ್ಲಿ ಪಿಪಿಪಿ ಮಾದರಿಯಲ್ಲಿ ಡಯಾಲಿಸಿಸ್ ಕೇಂದ್ರ ಆರಂಭಿಸಬೇಕು ಎಂದರು. ಸರ್ಕಾರಿ ಕಾಲೇಜುಗಳಲ್ಲಿ ವೈದ್ಯಕೀಯ ವಿದ್ಯಾರ್ಥಿಗಳಿಗೆ ತರಬೇತಿ ನೀಡುವ ವ್ಯವಸ್ಥೆ ಉತ್ತಮಪಡಿಸಬೇಕು ಎಂದು ತಿಳಿಸಿದರು. (529, 775, 744, 816)
article-paragraph: ಅಧಿವೇಶನದ 15ನೇ ಬಾರಿ ಚುನಾವಣೆ ಸುಧಾರಣೆ ಬಗ್ಗೆ ಎರಡು ದಿನ ಚರ್ಚೆ ಮಾಡಲಾಗುವುದು. ಈ ಬಗ್ಗೆ ವಿಧಾನಪರಿಷತ್ ಸಭಾಪತಿಗಳ ಜೊತೆ ಚರ್ಚಿಸಲಾಗಿದೆ. ಶಾಸಕರ ತರಬೇತಿ ಕಾರ್ಯಾಗಾರ ಬಹಳ ಮುಖ್ಯವಾಗಿದ್ದು ಎಲ್ಲರೂ ಭಾಗವಹಿಸುವಂತೆ ತಿಳಿಸಿದರು. (248, 595, 410, 635)
article-paragraph: ಅಂಗೀಕಾರವಾದ 1950 ಜನವರಿ 26ರಂದು ಅನುಷ್ಠಾನಕ್ಕೆ ಬಂದಿತು. 73 ವರ್ಷ ವಾದರೂ ನಮಗೆ ಸಂವಿಧಾನ ಬದಲಾಯಿಸಬೇಕೆಂದಿಲ್ಲ. ಆ ಕಾಲದಲ್ಲಿ ಸಂವಿಧಾನ ರಚನೆ ಸಮಿತಿ ತಿದ್ದುಪಡಿಗೆ ಅವಕಾಶವಿಟ್ಟಿದೆ. ಬಾಬಾಸಾಹೇಬ್ ಅಂಬೇಡ್ಕರ್ ಅವರು ಸಂವಿಧಾನ ಶಿಲ್ಪಿಯಾಗಿ ನೀಡಿದ ಕೊಡುಗೆ ಅಪಾರವಾದುದು ಎಂದು ಸ್ಮರಿಸಿದರು. 1949ರ ನವೆಂಬರ್ 26ರಂದು ಸಂವಿಧಾನವನ್ನು ಅಂಗೀಕರಿಸಲಾಯಿತು. (582, 531, 744, 592)
article-paragraph: ನವದೆಹಲಿ: ಭಾರತದಲ್ಲಿ ಶುಕ್ರವಾರ 5 ಲಕ್ಷಕ್ಕೂ ಅಧಿಕ ಕೋವಿಡ್-19 ಸೋಂಕಿತರು ಸಾವನ್ನಪ್ಪುವುದರೊಂದಿಗೆ ಅಮೆರಿಕ ಮತ್ತು ಬ್ರೆಜಿಲ್ ನಂತರ ವಿಶ್ವದಲ್ಲಿ ಮೂರನೇ ಸ್ಥಾನವನ್ನು ಪಡೆದುಕೊಂಡಿದೆ. (761, 90, 967, 120)
article-paragraph: ಆರೋಗ್ಯ ಮತ್ತು ವೈದ್ಯಕೀಯ ಶಿಕ್ಷಣ ಇಲಾಖೆಯಿಂದ ಕ್ಯಾನ್ಸರ್ ದಿನದ ಪ್ರಯುಕ್ತ ಕ್ಯಾನ್ಸರ್ ಸಹಾಯ ಕಾರ್ಯಕ್ರಮ ಹಮ್ಮಿಕೊಂಡಿದ್ದು, ಕಿದ್ವಾಯಿ ಆಸ್ಪತ್ರೆ ಮತ್ತು ಖಾಸಗಿ ಆಸ್ಪತ್ರೆಗಳೊಂದಿಗೆ ಜಿಲ್ಲಾ ಮಟ್ಟದ ಕಾಲೇಜು ಆಸ್ಪತ್ರೆಗಳು, ಸಿಎಚ್ ಸಿ ಮತ್ತು ಪಿಎಚ್ ಸಿಗಳಲ್ಲಿ ಕ್ಯಾನ್ಸರ್ ತಪಾಸಣೆ ನಡೆಯಲಿದೆ. (761, 382, 967, 423)
fold-mark-left (0, 770, 30, 771)
left-column (58, 56, 234, 1508)
divider (63, 759, 229, 760)
headline-cancer: 30 ವರ್ಷ ಮೇಲ್ಪಟ್ಟ ಮಹಿಳೆಯರು ಪ್ರತಿ ಐದು ವರ್ಷಗಳಿಗೊಮ್ಮೆ ಕ್ಯಾನ್ಸರ್ ತಪಾಸಣೆ ಮಾಡಿಸಿಕೊಳ್ಳಬೇಕು: ಸಚಿವ ಸುಧಾಕರ್ (765, 256, 963, 297)
divider (248, 116, 744, 117)
article-paragraph: "ಈ ಸೇತುವೆಯನ್ನು 1962 ರಿಂದ ಚೀನಾ ಅಕ್ರಮ ವಶದಲ್ಲಿಟ್ಟುಕೊಂಡಿರುವ ಪ್ರದೇಶದಲ್ಲಿ ನಿರ್ಮಿಸಲಾಗುತ್ತಿದೆ. ಸರ್ಕಾರ ಈ ಅಕ್ರಮ ಒತ್ತುವರಿಯನ್ನು ಎಂದಿಗೂ ಒಪ್ಪಿಕೊಂಡಿಲ್ಲ" ಎಂದು ಸಚಿವರು ಉತ್ತರಿಸಿದ್ದಾರೆ. (63, 185, 229, 226)
speaker-photo (350, 404, 642, 529)
article-paragraph: ಬೆಂಗಳೂರು: ಪ್ರಧಾನಿ ನರೇಂದ್ರ ಮೋದಿ ಅವರ ದೇವಸ್ಥಾನಗಳ ಸಮಗ್ರ ಅಭಿವೃದ್ಧಿಯ ಕನಸನ್ನು ರಾಜ್ಯದಲ್ಲೂ ನನಸು ಮಾಡುವ ನಿಟ್ಟಿನಲ್ಲಿ ನೂತನ ಯೋಜನೆ 'ದೈವ ಸಂಕಲ್ಪ'ವನ್ನು ಮುಜರಾಯಿ ಇಲಾಖೆಯ ವತಿಯಿಂದ ಪ್ರಾರಂಭಿಸಲಾಗುವುದು ಎಂದು ಮುಜರಾಯಿ, ಹಜ್ ಮತ್ತು ವಕ್ಫ್ ಸಚಿವರಾದ ಶಶಿಕಲಾ ಜೊಲ್ಲೆ ಅವರು ಪ್ರಕಟಿಸಿದ್ದಾರೆ. (761, 543, 967, 584)
article-paragraph: ಬೆಂಗಳೂರಿನಲ್ಲಿ ಪತ್ರಿಕಾಗೋಷ್ಠಿಯಲ್ಲಿ ಮಾತನಾಡಿದ ಅವರು, ಪ್ರಧಾನಿ ಮೋದಿಯವರು ಕಾಶಿಯನ್ನು ಅಭಿವೃದ್ಧಿಗೊಳಿಸಿದಂತೆ ರಾಜ್ಯದಲ್ಲಿ ಅತಿ ಹೆಚ್ಚು ಭಕ್ತರು ಭೇಟಿ ನೀಡುವ 25 ದೇವಸ್ಥಾನಗಳ ಸಮಗ್ರ ಅಭಿವೃದ್ಧಿಗೆ ಮಾಸ್ಟರ್ ಪ್ಲಾನ್ ರೂಪಿಸುವ ಯೋಜನೆ ಇದಾಗಿದೆ. ಮೊದಲ ಹಂತದಲ್ಲಿ 25 ದೇವಸ್ಥಾನಗಳನ್ನು ಆಯ್ಕೆ ಮಾಡಿಕೊಳ್ಳಲಾಗಿದ್ದು, ಇವುಗಳನ್ನು ಅಭಿವೃದ್ಧಿ ಮಾಡಲು ಯೋಜನೆ ಸಿದ್ಧಪಡಿಸಲಾಗಿದೆ ಎಂದು ತಿಳಿಸಿದರು. (761, 586, 967, 637)
article-paragraph: ಪ್ಯಾಂಗಾಂಗ್ ಸರೋವರಕ್ಕೆ ಅಡ್ಡಲಾಗಿ ಚೀನಾ ನಿರ್ಮಿಸುತ್ತಿರುವ ಸೇತುವೆಯನ್ನು ಸರ್ಕಾರ ಗಮನಿಸಿದೆ ಎಂದು ವಿದೇಶಾಂಗ ವ್ಯವಹಾರಗಳ ಸಚಿವಾಲಯದ ರಾಜ್ಯ ಸಚಿವ ವಿ ಮುರಳೀಧರನ್ ಅವರು ಹೇಳಿದ್ದಾರೆ. (63, 152, 229, 183)
article-paragraph: ಬುದ್ಧ ಕಾಲೇಜಿನಿಂದ ಆರಂಭಿಸಿದ ಎರಡು ವಾರದ ಕ್ಯಾನ್ಸರ್ ಜಾಗೃತಿ ಮತ್ತು ವೈದ್ಯಕೀಯ ತಪಾಸಣೆ ಅಭಿಯಾನಕ್ಕೆ ಮುಖ್ಯಮಂತ್ರಿ ಬಸವರಾಜ ಬೊಮ್ಮಾಯಿ ಅವರ ಜೊತೆ ಆರೋಗ್ಯ ಸಚಿವ ಸುಧಾಕರ್ ಚಾಲನೆ ನೀಡಿದರು. (761, 350, 967, 380)
article-paragraph: ಚುನಾವಣಾ ರ್ಯಾಲಿ ನಂತರ ಅಮಿತ್ ಶಾ ಜೊತೆಗೆ ಜಿಲ್ಲಾಧಿಕಾರಿಗಳ ಕಚೇರಿಗೆ ತೆರಳಿದ ಯೋಗಿ ಆದಿತ್ಯನಾಥ್, ತಮ್ಮ ಉಮೇದುವಾರಿಕೆ ಪತ್ರ ಸಲ್ಲಿಸಿದರು. (63, 648, 229, 678)
article-paragraph: ಪಂಜಾಬ್ ಚುನಾವಣೆಗೂ ಮುನ್ನ ಕಾಂಗ್ರೆಸ್ ಪಕ್ಷದ ಮುಖ್ಯಮಂತ್ರಿ ಅಭ್ಯರ್ಥಿ ಆಯ್ಕೆಯ ಊಹಾಪೋಹಗಳ ನಡುವೆ ತಮ್ಮ ಪತಿ ಸಿಧು ಮುಖ್ಯಮಂತ್ರಿ ಅಭ್ಯರ್ಥಿಯಾಗಲು ಅರ್ಹರೆಂದು ಅವರ ಪತ್ನಿ ನವಜೋತ್ ಕೌರ್ ಸಿಧು ಹೇಳಿದ್ದಾರೆ. (63, 957, 229, 997)
divider (63, 315, 229, 316)
headline-prisons: 2015 ರಿಂದ ಭಾರತದ ಜೈಲುಗಳಲ್ಲಿ ವಿಚಾರಣಾಧೀನ ಖೈದಿಗಳು ಶೇ.30 ರಷ್ಟು ಹೆಚ್ಚಳ, ದೋಷಿಗಳ ಸಂಖ್ಯೆ ಶೇ.15 ರಷ್ಟು ಕುಸಿತ (72, 318, 220, 374)
article-paragraph: ಬೆಂಗಳೂರು: 30 ವರ್ಷ ಮೇಲ್ಪಟ್ಟ ಎಲ್ಲಾ ಮಹಿಳೆಯರು ಪ್ರತಿ ಐದು ವರ್ಷಗಳಿಗೊಮ್ಮೆ ಕ್ಯಾನ್ಸರ್ ತಪಾಸಣೆ ಮಾಡಿಸಿಕೊಳ್ಳಬೇಕು ಎಂದು ಆರೋಗ್ಯ ಮತ್ತು ಕುಟುಂಬ ಕಲ್ಯಾಣ ಸಚಿವ ಡಾ. ಕೆ. ಸುಧಾಕರ್ ಅವರು ಶುಕ್ರವಾರ ಹೇಳಿದ್ದಾರೆ. (761, 297, 879, 348)
subhead-pangong: "ಅಕ್ರಮ ಒತ್ತುವರಿ": ಭಾರತ (91, 92, 201, 106)
article-paragraph: ಈ ಹಿಂದೆ ಗೋರಖ್ ಪುರ ಲೋಕಸಭಾ ಕ್ಷೇತ್ರದಿಂದ ಐದು ಬಾರಿ ಅವರು ಚುನಾಯಿತರಾಗಿ ಸ್ಪರ್ಧಿಸಿದ್ದರು. ಗೋರಖ್ ಪುರ ನಗರ ವಿಧಾನಸಭಾ ಕ್ಷೇತ್ರಕ್ಕೆ ಮಾರ್ಚ್ 3 ರಂದು ಚುನಾವಣೆ ನಡೆಯಲಿದೆ. (63, 703, 229, 733)
